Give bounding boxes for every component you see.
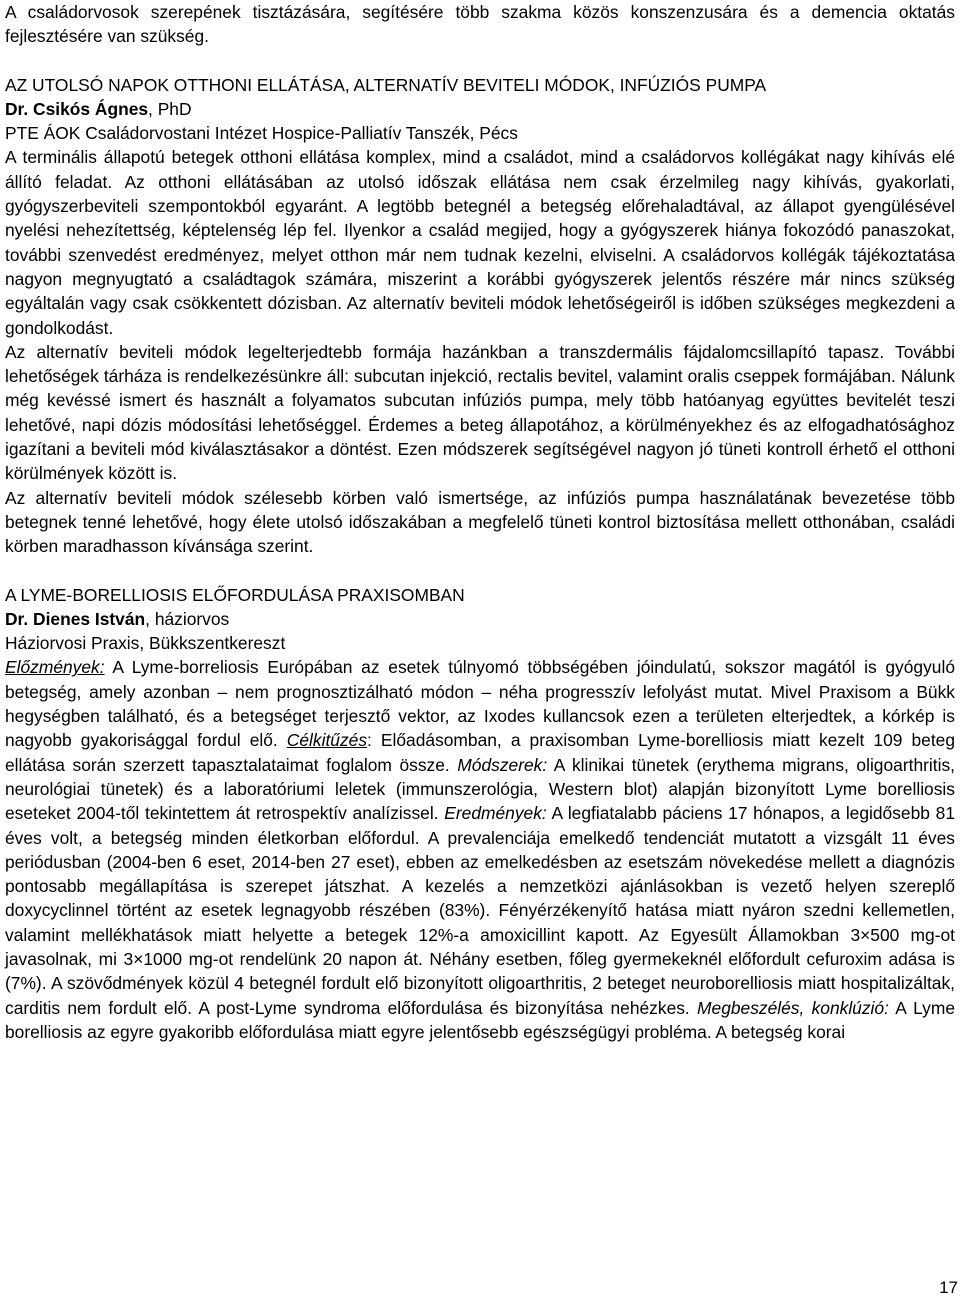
article2-affiliation: Háziorvosi Praxis, Bükkszentkereszt bbox=[5, 633, 286, 654]
text-background: A Lyme-borreliosis Európában az esetek túlnyomó többségében jóindulatú, sokszor magától is gyógyuló betegség, amely azonban – nem prognosztizálható módon – néha progresszív lefolyást mutat. Mivel Praxisom a Bükk hegységben található, és a betegséget terjesztő vektor, az Ixodes kullancsok ezen a területen elterjedtek, a kórkép is nagyobb gyakorisággal fordul elő. bbox=[5, 657, 955, 751]
article2-author-suffix: , háziorvos bbox=[145, 608, 230, 629]
article1-title: AZ UTOLSÓ NAPOK OTTHONI ELLÁTÁSA, ALTERNATÍV BEVITELI MÓDOK, INFÚZIÓS PUMPA bbox=[5, 74, 767, 95]
document-page bbox=[5, 0, 955, 1044]
spacer bbox=[5, 49, 955, 73]
article1-affiliation: PTE ÁOK Családorvostani Intézet Hospice-Palliatív Tanszék, Pécs bbox=[5, 123, 518, 144]
article1-author bbox=[5, 97, 955, 121]
article1-paragraph-1: A terminális állapotú betegek otthoni ellátása komplex, mind a családot, mind a családorvos kollégákat nagy kihívás elé állító feladat. Az otthoni ellátásában az utolsó időszak ellátása nem csak érzelmileg nagy kihívás, gyakorlati, gyógyszerbeviteli szempontokból egyaránt. A legtöbb betegnél a betegség előrehaladtával, az állapot gyengülésével nyelési nehezítettség, képtelenség lép fel. Ilyenkor a család megijed, hogy a gyógyszerek hiánya fokozódó panaszokat, további szenvedést eredményez, melyet otthon már nem tudnak kezelni, elviselni. A családorvos kollégák tájékoztatása nagyon megnyugtató a családtagok számára, miszerint a korábbi gyógyszerek jelentős részére már nincs szükség egyáltalán vagy csak csökkentett dózisban. Az alternatív beviteli módok lehetőségeiről is időben szükséges megkezdeni a gondolkodást. bbox=[5, 147, 955, 338]
label-aim: Célkitűzés bbox=[286, 730, 368, 751]
label-results: Eredmények: bbox=[444, 803, 547, 824]
article2-author bbox=[5, 607, 955, 631]
article1-paragraph-2: Az alternatív beviteli módok legelterjedtebb formája hazánkban a transzdermális fájdalomcsillapító tapasz. További lehetőségek tárháza is rendelkezésünkre áll: subcutan injekció, rectalis bevitel, valamint oralis cseppek formájában. Nálunk még kevéssé ismert és használt a folyamatos subcutan infúziós pumpa, mely több hatóanyag együttes bevitelét teszi lehetővé, napi dózis módosítási lehetőséggel. Érdemes a beteg állapotához, a körülményekhez és az elfogadhatósághoz igazítani a beviteli mód kiválasztásakor a döntést. Ezen módszerek segítségével nagyon jó tüneti kontroll érhető el otthoni körülmények között is. bbox=[5, 341, 955, 484]
intro-paragraph: A családorvosok szerepének tisztázására, segítésére több szakma közös konszenzusára és a demencia oktatás fejlesztésére van szükség. bbox=[5, 2, 955, 47]
article1-author-name: Dr. Csikós Ágnes bbox=[5, 98, 149, 119]
spacer bbox=[5, 559, 955, 583]
article2-abstract bbox=[5, 655, 955, 1044]
text-results: A legfiatalabb páciens 17 hónapos, a legidősebb 81 éves volt, a betegség minden életkorban előfordul. A prevalenciája emelkedő tendenciát mutatott a vizsgált 11 éves periódusban (2004-ben 6 eset, 2014-ben 27 eset), ebben az emelkedésben az esetszám növekedése mellett a diagnózis pontosabb megállapítása is szerepet játszhat. A kezelés a nemzetközi ajánlásokban is vezető helyen szereplő doxycyclinnel történt az esetek legnagyobb részében (83%). Fényérzékenyítő hatása miatt nyáron szedni kellemetlen, valamint mellékhatások miatt helyette a betegek 12%-a amoxicillint kapott. Az Egyesült Államokban 3×500 mg-ot javasolnak, mi 3×1000 mg-ot rendelünk 20 napon át. Néhány esetben, főleg gyermekeknél előfordult cefuroxim adása is (7%). A szövődmények közül 4 betegnél fordult elő bizonyított oligoarthritis, 2 beteget neuroborelliosis miatt hospitalizáltak, carditis nem fordult elő. A post-Lyme syndroma előfordulása és bizonyítása nehézkes. bbox=[5, 803, 955, 1018]
article1-author-suffix: , PhD bbox=[148, 98, 192, 119]
article2-author-name: Dr. Dienes István bbox=[5, 608, 146, 629]
text-aim: : Előadásomban, a praxisomban Lyme-borelliosis miatt kezelt 109 beteg ellátása során szerzett tapasztalataimat foglalom össze. bbox=[5, 730, 956, 775]
label-background: Előzmények: bbox=[5, 657, 105, 678]
text-discussion: A Lyme borelliosis az egyre gyakoribb előfordulása miatt egyre jelentősebb egészségügyi probléma. A betegség korai bbox=[5, 997, 955, 1042]
label-methods: Módszerek: bbox=[457, 754, 548, 775]
text-methods: A klinikai tünetek (erythema migrans, oligoarthritis, neurológiai tünetek) és a laboratóriumi leletek (immunszerológia, Western blot) alapján bizonyított Lyme borelliosis eseteket 2004-től tekintettem át retrospektív analízissel. bbox=[5, 754, 955, 824]
label-discussion: Megbeszélés, konklúzió: bbox=[697, 997, 889, 1018]
article2-title: A LYME-BORELLIOSIS ELŐFORDULÁSA PRAXISOMBAN bbox=[5, 584, 465, 605]
page-number: 17 bbox=[939, 1278, 958, 1297]
article1-paragraph-3: Az alternatív beviteli módok szélesebb körben való ismertsége, az infúziós pumpa használatának bevezetése több betegnek tenné lehetővé, hogy élete utolsó időszakában a megfelelő tüneti kontrol biztosítása mellett otthonában, családi körben maradhasson kívánsága szerint. bbox=[5, 487, 955, 557]
